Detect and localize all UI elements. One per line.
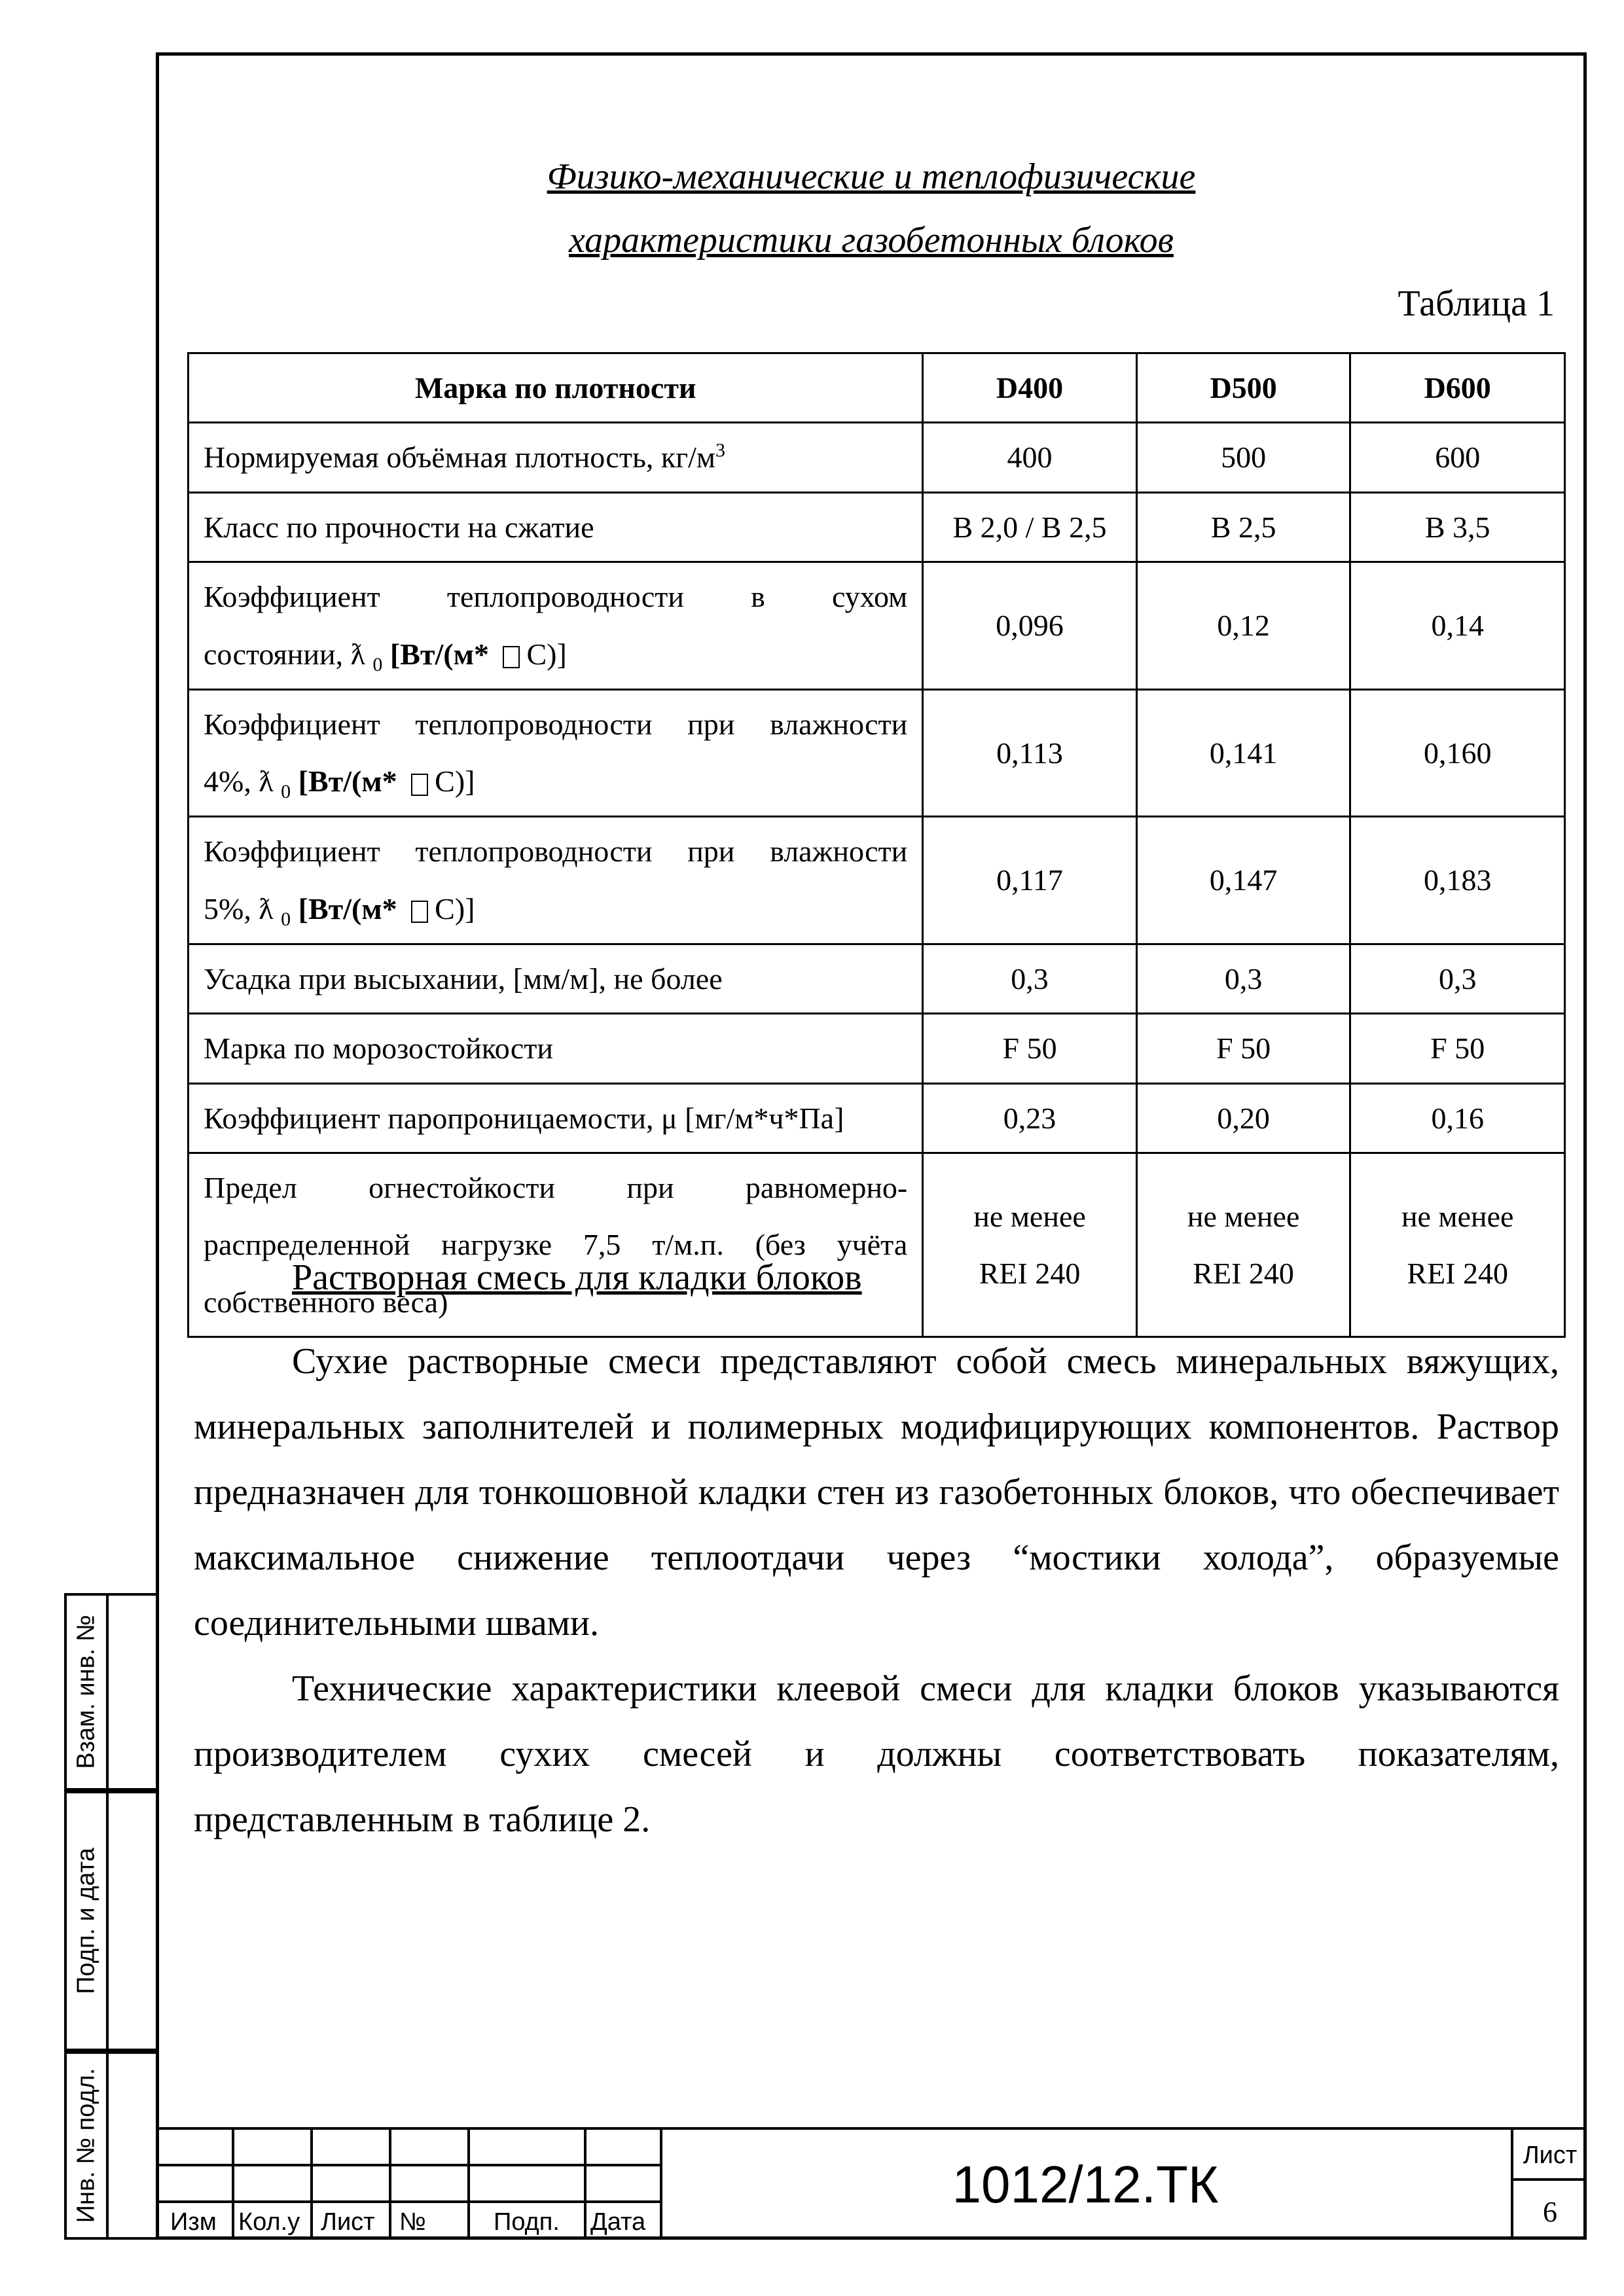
cell-value: 0,117 xyxy=(923,817,1137,944)
cell-value: 0,183 xyxy=(1350,817,1565,944)
row-label: Коэффициент теплопроводности в сухом состоянии, ƛ $_0$ [Вт/(м* С)] xyxy=(189,562,923,690)
table-row xyxy=(189,689,1565,817)
vzam-inv-label: Взам. инв. № xyxy=(72,1615,100,1769)
header-cell: D500 xyxy=(1136,353,1350,423)
side-stamp-inv xyxy=(64,2051,156,2240)
row-label: Коэффициент теплопроводности при влажности 5%, ƛ $_0$ [Вт/(м* С)] xyxy=(189,817,923,944)
col-kolu: Кол.у xyxy=(238,2208,300,2236)
header-cell: D400 xyxy=(923,353,1137,423)
cell-value: 0,3 xyxy=(1350,944,1565,1013)
podp-data-label: Подп. и дата xyxy=(72,1848,100,1994)
document-code: 1012/12.ТК xyxy=(952,2155,1219,2214)
cell-value: не менее REI 240 xyxy=(1136,1153,1350,1337)
cell-value: 500 xyxy=(1136,423,1350,492)
cell-value: В 2,5 xyxy=(1136,492,1350,562)
col-list: Лист xyxy=(321,2208,375,2236)
cell-value: 0,14 xyxy=(1350,562,1565,690)
cell-value: 0,12 xyxy=(1136,562,1350,690)
table-row xyxy=(189,1083,1565,1153)
cell-value: В 2,0 / В 2,5 xyxy=(923,492,1137,562)
cell-value: F 50 xyxy=(1136,1014,1350,1083)
side-stamp-podp xyxy=(64,1791,156,2051)
sheet-label: Лист xyxy=(1523,2142,1578,2169)
cell-value: не менее REI 240 xyxy=(1350,1153,1565,1337)
cell-value: 400 xyxy=(923,423,1137,492)
cell-value: 0,23 xyxy=(923,1083,1137,1153)
col-data: Дата xyxy=(590,2208,646,2236)
table-row xyxy=(189,492,1565,562)
table-row xyxy=(189,1153,1565,1337)
table-header-row xyxy=(189,353,1565,423)
missing-glyph-icon xyxy=(503,646,520,668)
cell-value: 0,113 xyxy=(923,689,1137,817)
row-label: Марка по морозостойкости xyxy=(189,1014,923,1083)
paragraph-2: Технические характеристики клеевой смеси для кладки блоков указываются производителем сухих смесей и должны соответствовать показателям, представленным в таблице 2. xyxy=(194,1668,1559,1840)
row-label: Коэффициент паропроницаемости, μ [мг/м*ч*Па] xyxy=(189,1083,923,1153)
title-block xyxy=(156,2127,1587,2240)
cell-value: 0,147 xyxy=(1136,817,1350,944)
header-cell: Марка по плотности xyxy=(189,353,923,423)
table-row xyxy=(189,1014,1565,1083)
cell-value: 0,20 xyxy=(1136,1083,1350,1153)
cell-value: не менее REI 240 xyxy=(923,1153,1137,1337)
row-label: Усадка при высыхании, [мм/м], не более xyxy=(189,944,923,1013)
doc-title-line1: Физико-механические и теплофизические xyxy=(547,156,1196,197)
cell-value: 0,16 xyxy=(1350,1083,1565,1153)
cell-value: 0,096 xyxy=(923,562,1137,690)
cell-value: 0,3 xyxy=(1136,944,1350,1013)
col-izm: Изм xyxy=(170,2208,217,2236)
sheet-number: 6 xyxy=(1543,2196,1557,2228)
properties-table xyxy=(187,352,1566,1338)
table-row xyxy=(189,944,1565,1013)
row-label: Коэффициент теплопроводности при влажности 4%, ƛ $_0$ [Вт/(м* С)] xyxy=(189,689,923,817)
cell-value: F 50 xyxy=(923,1014,1137,1083)
header-cell: D600 xyxy=(1350,353,1565,423)
table-row xyxy=(189,562,1565,690)
missing-glyph-icon xyxy=(411,774,428,796)
missing-glyph-icon xyxy=(411,901,428,923)
table-row xyxy=(189,817,1565,944)
doc-title-line2: характеристики газобетонных блоков xyxy=(569,220,1174,260)
inv-podl-label: Инв. № подл. xyxy=(72,2068,100,2223)
cell-value: F 50 xyxy=(1350,1014,1565,1083)
table-row xyxy=(189,423,1565,492)
cell-value: В 3,5 xyxy=(1350,492,1565,562)
row-label: Нормируемая объёмная плотность, $кг/м^3$ xyxy=(189,423,923,492)
cell-value: 0,141 xyxy=(1136,689,1350,817)
col-num: № xyxy=(399,2208,426,2236)
cell-value: 0,160 xyxy=(1350,689,1565,817)
cell-value: 600 xyxy=(1350,423,1565,492)
row-label: Предел огнестойкости при равномерно-распределенной нагрузке 7,5 т/м.п. (без учёта собственного веса) xyxy=(189,1153,923,1337)
side-stamp-vzam xyxy=(64,1593,156,1791)
cell-value: 0,3 xyxy=(923,944,1137,1013)
section-heading: Растворная смесь для кладки блоков xyxy=(292,1257,862,1298)
paragraph-1: Сухие растворные смеси представляют собой смесь минеральных вяжущих, минеральных заполнителей и полимерных модифицирующих компонентов. Раствор предназначен для тонкошовной кладки стен из газобетонных блоков, что обеспечивает максимальное снижение теплоотдачи через “мостики холода”, образуемые соединительными швами. xyxy=(194,1341,1559,1643)
col-podp: Подп. xyxy=(494,2208,560,2236)
row-label: Класс по прочности на сжатие xyxy=(189,492,923,562)
table-label: Таблица 1 xyxy=(1398,283,1555,324)
